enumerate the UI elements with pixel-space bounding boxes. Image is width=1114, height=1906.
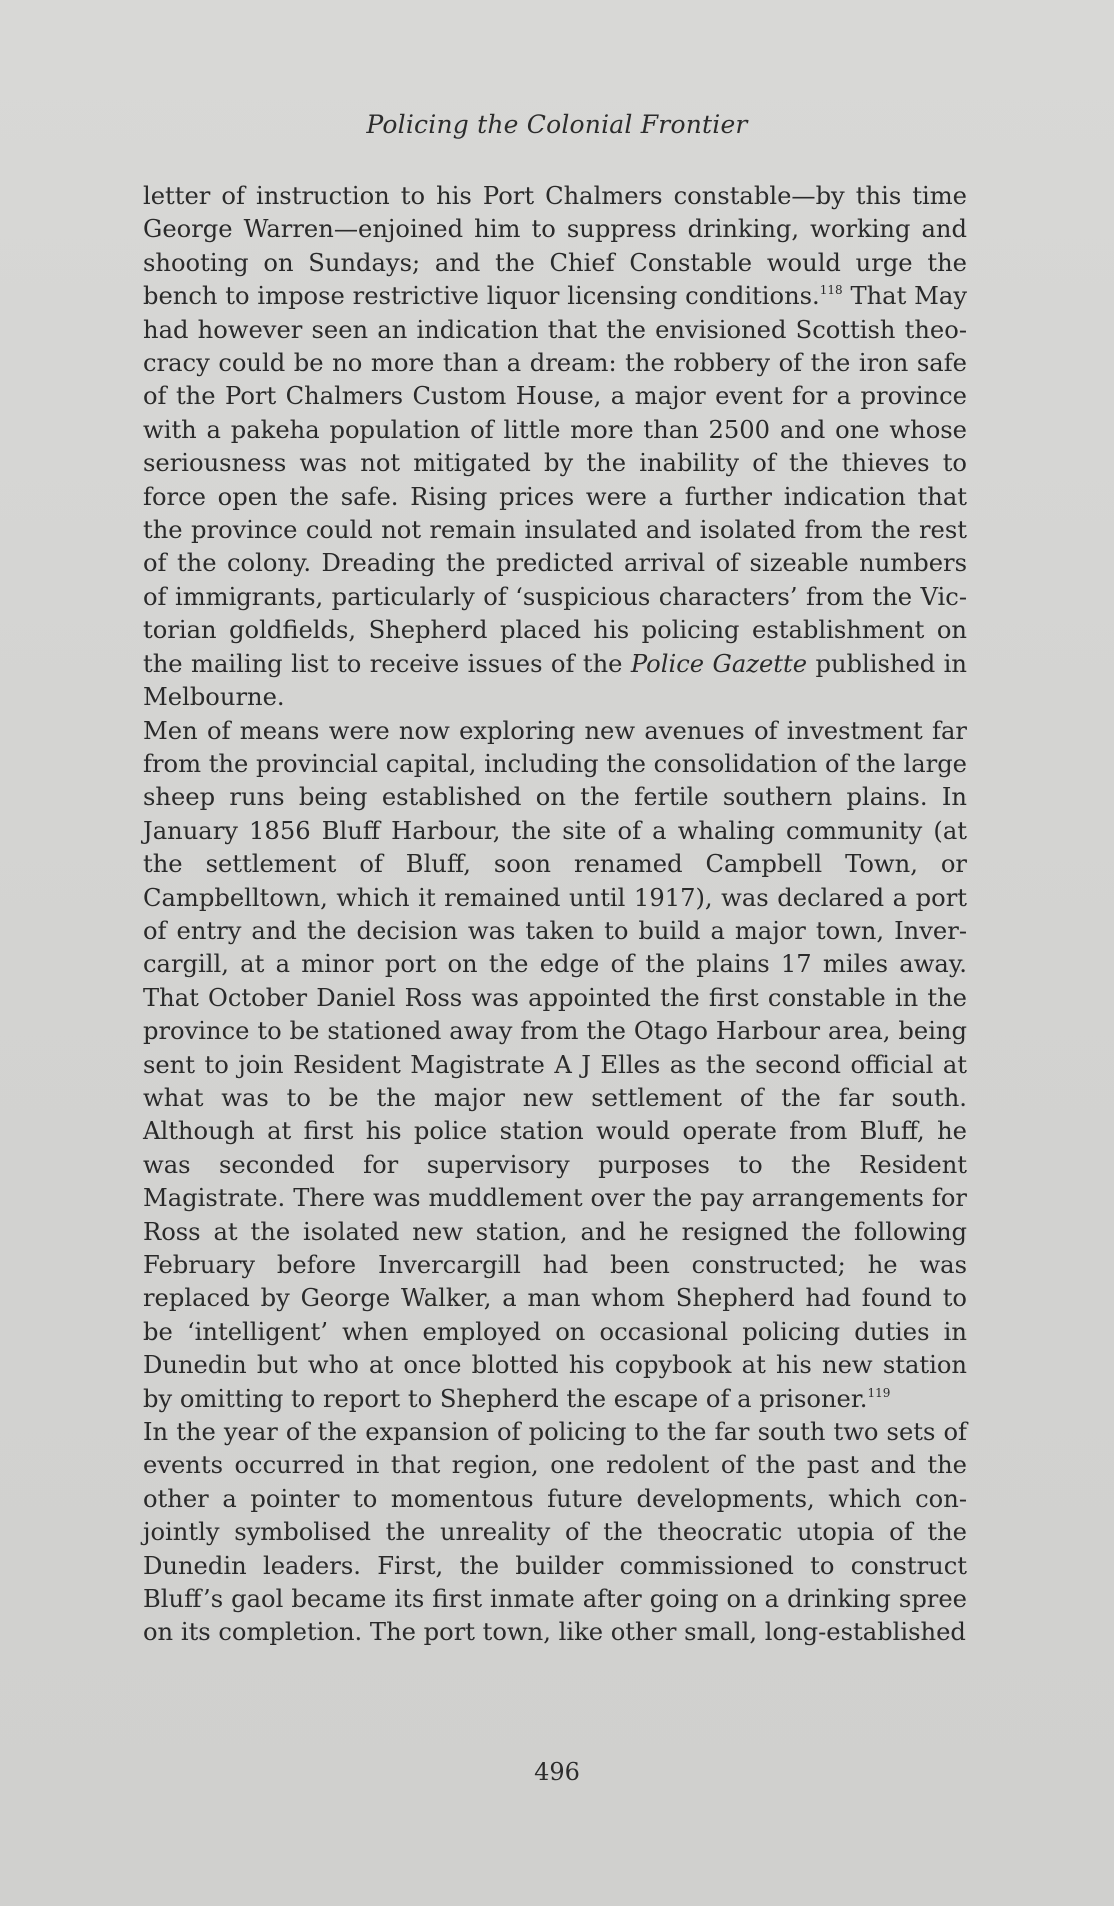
text-run: That May had however seen an indication that the envisioned Scottish theocracy could be no more than a dream: the robbery of the iron safe of the Port Chalmers Custom House, a major event for a province with a pakeha population of little more than 2500 and one whose seriousness was not mitigated by the inability of the thieves to force open the safe. Rising prices were a further indication that the province could not remain insulated and isolated from the rest of the colony. Dreading the predicted arrival of sizeable numbers of immigrants, particularly of ‘suspicious characters’ from the Victorian goldfields, Shepherd placed his policing establishment on the mailing list to receive issues of the [143,282,967,678]
running-head: Policing the Colonial Frontier [366,110,748,139]
text-run: In the year of the expansion of policing to the far south two sets of events occurred in that region, one redolent of the past and the other a pointer to momentous future developments, which conjointly symbolised the unreality of the theocratic utopia of the Dunedin leaders. First, the builder commissioned to construct Bluff’s gaol became its first inmate after going on a drinking spree on its completion. The port town, like other small, long-established [143,1418,967,1647]
page-number: 496 [534,1758,580,1786]
body-text [143,180,967,1650]
paragraph-1 [143,180,967,715]
footnote-ref: 118 [819,283,843,298]
text-run: letter of instruction to his Port Chalmers constable—by this time George Warren—enjoined him to suppress drinking, working and shooting on Sundays; and the Chief Constable would urge the bench to impose restrictive liquor licensing conditions. [143,182,967,311]
footnote-ref: 119 [867,1385,891,1400]
paragraph-3 [143,1416,967,1650]
text-run: published in Melbourne. [143,649,967,712]
text-run: Men of means were now exploring new avenues of investment far from the provincial capital, including the consolidation of the large sheep runs being established on the fertile southern plains. In January 1856 Bluff Harbour, the site of a whaling community (at the settlement of Bluff, soon renamed Campbell Town, or Campbelltown, which it remained until 1917), was declared a port of entry and the decision was taken to build a major town, Invercargill, at a minor port on the edge of the plains 17 miles away. That October Daniel Ross was appointed the first constable in the province to be stationed away from the Otago Harbour area, being sent to join Resident Magistrate A J Elles as the second official at what was to be the major new settlement of the far south. Although at first his police station would operate from Bluff, he was seconded for supervisory purposes to the Resident Magistrate. There was muddlement over the pay arrangements for Ross at the isolated new station, and he resigned the following February before Invercargill had been constructed; he was replaced by George Walker, a man whom Shepherd had found to be ‘intelligent’ when employed on occasional policing duties in Dunedin but who at once blotted his copybook at his new station by omitting to report to Shepherd the escape of a prisoner. [143,716,967,1413]
italic-title: Police Gazette [630,649,808,678]
paragraph-2 [143,715,967,1417]
